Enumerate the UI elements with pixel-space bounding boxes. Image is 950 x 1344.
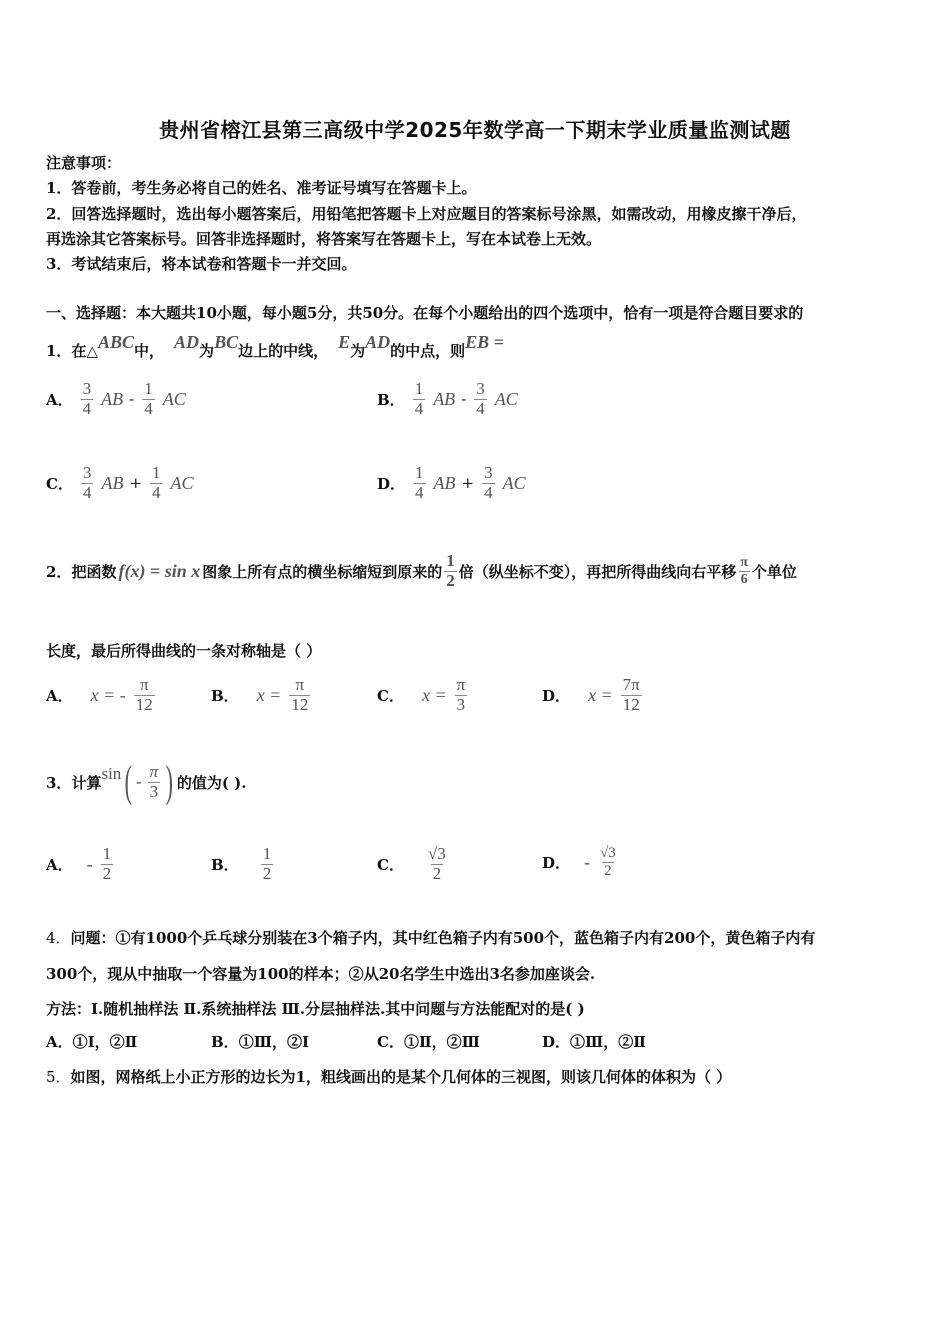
q2-text: 个单位	[751, 562, 797, 581]
frac-den: 4	[144, 398, 153, 418]
frac-num: 3	[484, 463, 493, 482]
frac-num: √3	[427, 844, 446, 863]
option-label: B．	[211, 1033, 239, 1051]
frac-num: 1	[152, 463, 161, 482]
section-heading: 一、选择题：本大题共10小题，每小题5分，共50分。在每个小题给出的四个选项中，恰有一项是符合题目要求的	[46, 304, 804, 322]
q4-option-b[interactable]	[211, 1031, 309, 1052]
notice-item: 2．回答选择题时，选出每小题答案后，用铅笔把答题卡上对应题目的答案标号涂黑，如需改动，用橡皮擦干净后，	[46, 205, 807, 223]
option-label: A．	[46, 1033, 73, 1051]
q1-text: 边上的中线，	[238, 342, 329, 360]
q2-option-d[interactable]	[542, 676, 644, 714]
q2-option-b[interactable]	[211, 676, 312, 714]
operator: -	[461, 390, 467, 409]
q4-line2: 300个，现从中抽取一个容量为100的样本；②从20名学生中选出3名参加座谈会.	[46, 965, 596, 983]
q1-math: AD	[174, 332, 200, 352]
frac-den: 12	[291, 694, 309, 714]
fraction	[81, 380, 94, 418]
fraction	[621, 676, 642, 714]
frac-den: 4	[484, 482, 493, 502]
frac-num: 7π	[622, 675, 640, 694]
vector: AC	[502, 472, 526, 493]
fraction	[738, 555, 750, 587]
option-label: D．	[542, 853, 571, 872]
fraction	[150, 464, 163, 502]
q3-text: 的值为( ).	[176, 773, 247, 792]
paren-right: )	[165, 757, 174, 806]
q1-option-b[interactable]	[377, 380, 518, 418]
option-label: B．	[377, 390, 405, 409]
page-title: 贵州省榕江县第三高级中学2025年数学高一下期末学业质量监测试题	[159, 118, 791, 142]
sign: -	[86, 853, 93, 874]
notice-heading: 注意事项：	[46, 154, 122, 172]
question-2	[46, 552, 797, 590]
q2-line2: 长度，最后所得曲线的一条对称轴是（ ）	[46, 642, 322, 660]
fraction	[261, 845, 274, 883]
q2-math: f(x) = sin x	[118, 560, 201, 581]
q1-option-c[interactable]	[46, 464, 194, 502]
q2-text: 图象上所有点的横坐标缩短到原来的	[202, 562, 443, 581]
operator: +	[129, 474, 143, 493]
q1-text: 中，	[134, 342, 165, 360]
option-label: C．	[377, 1033, 404, 1051]
frac-den: 4	[415, 482, 424, 502]
frac-den: 2	[446, 570, 455, 590]
fraction	[289, 676, 310, 714]
frac-den: 4	[476, 398, 485, 418]
fraction	[134, 676, 155, 714]
q3-option-c[interactable]	[377, 845, 450, 883]
option-label: C．	[377, 686, 404, 705]
question-number: 2．	[46, 562, 72, 581]
vector: AC	[170, 472, 194, 493]
sin-func: sin	[101, 764, 122, 783]
frac-num: π	[139, 675, 149, 694]
q1-math: AD	[365, 332, 391, 352]
option-label: D．	[542, 1033, 571, 1051]
q1-math: BC	[214, 332, 239, 352]
q2-option-c[interactable]	[377, 676, 469, 714]
q2-option-a[interactable]	[46, 676, 157, 714]
frac-den: 4	[152, 482, 161, 502]
frac-num: 1	[144, 379, 153, 398]
fraction	[598, 845, 618, 879]
vector: AB	[433, 472, 456, 493]
q4-option-c[interactable]	[377, 1031, 480, 1052]
q2-text: 把函数	[71, 562, 117, 581]
q5-text: 如图，网格纸上小正方形的边长为1，粗线画出的是某个几何体的三视图，则该几何体的体积为（ ）	[70, 1068, 732, 1086]
question-number: 1．	[46, 342, 72, 360]
q4-option-a[interactable]	[46, 1031, 137, 1052]
frac-num: 3	[82, 463, 92, 482]
fraction	[413, 380, 426, 418]
option-label: C．	[46, 474, 73, 493]
option-label: B．	[211, 855, 239, 874]
q1-math: EB =	[465, 332, 504, 352]
frac-den: 2	[102, 863, 112, 883]
fraction	[444, 552, 457, 590]
fraction	[455, 676, 468, 714]
frac-den: 2	[604, 862, 612, 879]
option-math: x =	[421, 684, 447, 705]
fraction	[101, 845, 114, 883]
option-text: ①Ⅲ，②Ⅰ	[238, 1033, 309, 1051]
vector: AB	[101, 472, 124, 493]
frac-num: π	[740, 555, 748, 571]
question-3	[46, 757, 247, 806]
option-label: B．	[211, 686, 239, 705]
frac-den: 2	[432, 863, 442, 883]
paren-left: (	[124, 757, 133, 806]
q3-text: 计算	[71, 773, 102, 792]
option-math: x =	[256, 684, 282, 705]
fraction	[482, 464, 495, 502]
frac-den: 2	[262, 863, 272, 883]
minus-sign: -	[135, 772, 142, 791]
notice-item: 3．考试结束后，将本试卷和答题卡一并交回。	[46, 255, 357, 273]
q3-expression	[101, 757, 176, 806]
frac-den: 4	[82, 482, 92, 502]
frac-den: 3	[149, 781, 159, 801]
q4-option-d[interactable]	[542, 1031, 646, 1052]
question-number: 3．	[46, 773, 72, 792]
frac-den: 4	[414, 398, 424, 418]
q3-option-d[interactable]	[542, 845, 620, 879]
frac-den: 12	[622, 694, 640, 714]
vector: AC	[494, 388, 518, 409]
q2-text: 倍（纵坐标不变），再把所得曲线向右平移	[458, 562, 737, 581]
fraction	[148, 763, 161, 801]
q4-line3: 方法：Ⅰ.随机抽样法 Ⅱ.系统抽样法 Ⅲ.分层抽样法.其中问题与方法能配对的是( )	[46, 1000, 585, 1018]
question-number: 4．	[46, 929, 71, 947]
q3-option-a[interactable]	[46, 845, 115, 883]
operator: +	[461, 474, 475, 493]
sign: -	[584, 851, 591, 872]
fraction	[142, 380, 155, 418]
q1-option-a[interactable]	[46, 380, 186, 418]
frac-num: 1	[415, 463, 424, 482]
option-math: x =	[588, 684, 613, 705]
option-text: ①Ⅲ，②Ⅱ	[570, 1033, 646, 1051]
notice-item: 1．答卷前，考生务必将自己的姓名、准考证号填写在答题卡上。	[46, 179, 477, 197]
option-label: A．	[46, 686, 73, 705]
frac-num: 1	[414, 379, 424, 398]
question-4	[46, 927, 815, 948]
option-math: x = -	[90, 684, 126, 705]
frac-num: π	[456, 675, 466, 694]
frac-num: √3	[600, 845, 616, 861]
option-label: C．	[377, 855, 404, 874]
frac-num: 1	[262, 844, 272, 863]
q1-math: E	[338, 332, 351, 352]
q1-math: ABC	[97, 332, 135, 352]
frac-den: 6	[740, 571, 748, 587]
frac-num: π	[149, 761, 159, 781]
option-label: D．	[542, 686, 571, 705]
vector: AB	[433, 388, 456, 409]
question-1	[46, 332, 504, 361]
option-label: D．	[377, 474, 406, 493]
fraction	[426, 845, 448, 883]
q3-option-b[interactable]	[211, 845, 275, 883]
notice-item: 再选涂其它答案标号。回答非选择题时，将答案写在答题卡上，写在本试卷上无效。	[46, 230, 602, 248]
question-5	[46, 1066, 731, 1087]
frac-den: 3	[456, 694, 466, 714]
operator: -	[129, 390, 135, 409]
frac-num: π	[295, 675, 305, 694]
vector: AC	[162, 388, 186, 409]
fraction	[413, 464, 426, 502]
frac-num: 3	[476, 379, 485, 398]
question-number: 5．	[46, 1068, 71, 1086]
option-text: ①Ⅰ，②Ⅱ	[72, 1033, 138, 1051]
frac-den: 12	[135, 694, 153, 714]
vector: AB	[101, 388, 124, 409]
option-label: A．	[46, 855, 73, 874]
option-label: A．	[46, 390, 73, 409]
q1-text: 为	[350, 342, 366, 360]
frac-num: 3	[82, 379, 92, 398]
q1-text: 为	[199, 342, 215, 360]
q1-text: 在△	[71, 342, 98, 360]
fraction	[81, 464, 94, 502]
frac-den: 4	[82, 398, 92, 418]
option-text: ①Ⅱ，②Ⅲ	[403, 1033, 480, 1051]
q4-line1: 问题：①有1000个乒乓球分别装在3个箱子内，其中红色箱子内有500个，蓝色箱子内有200个，黄色箱子内有	[70, 929, 816, 947]
frac-num: 1	[446, 551, 455, 570]
q1-text: 的中点，则	[390, 342, 466, 360]
frac-num: 1	[102, 844, 112, 863]
fraction	[474, 380, 487, 418]
q1-option-d[interactable]	[377, 464, 526, 502]
